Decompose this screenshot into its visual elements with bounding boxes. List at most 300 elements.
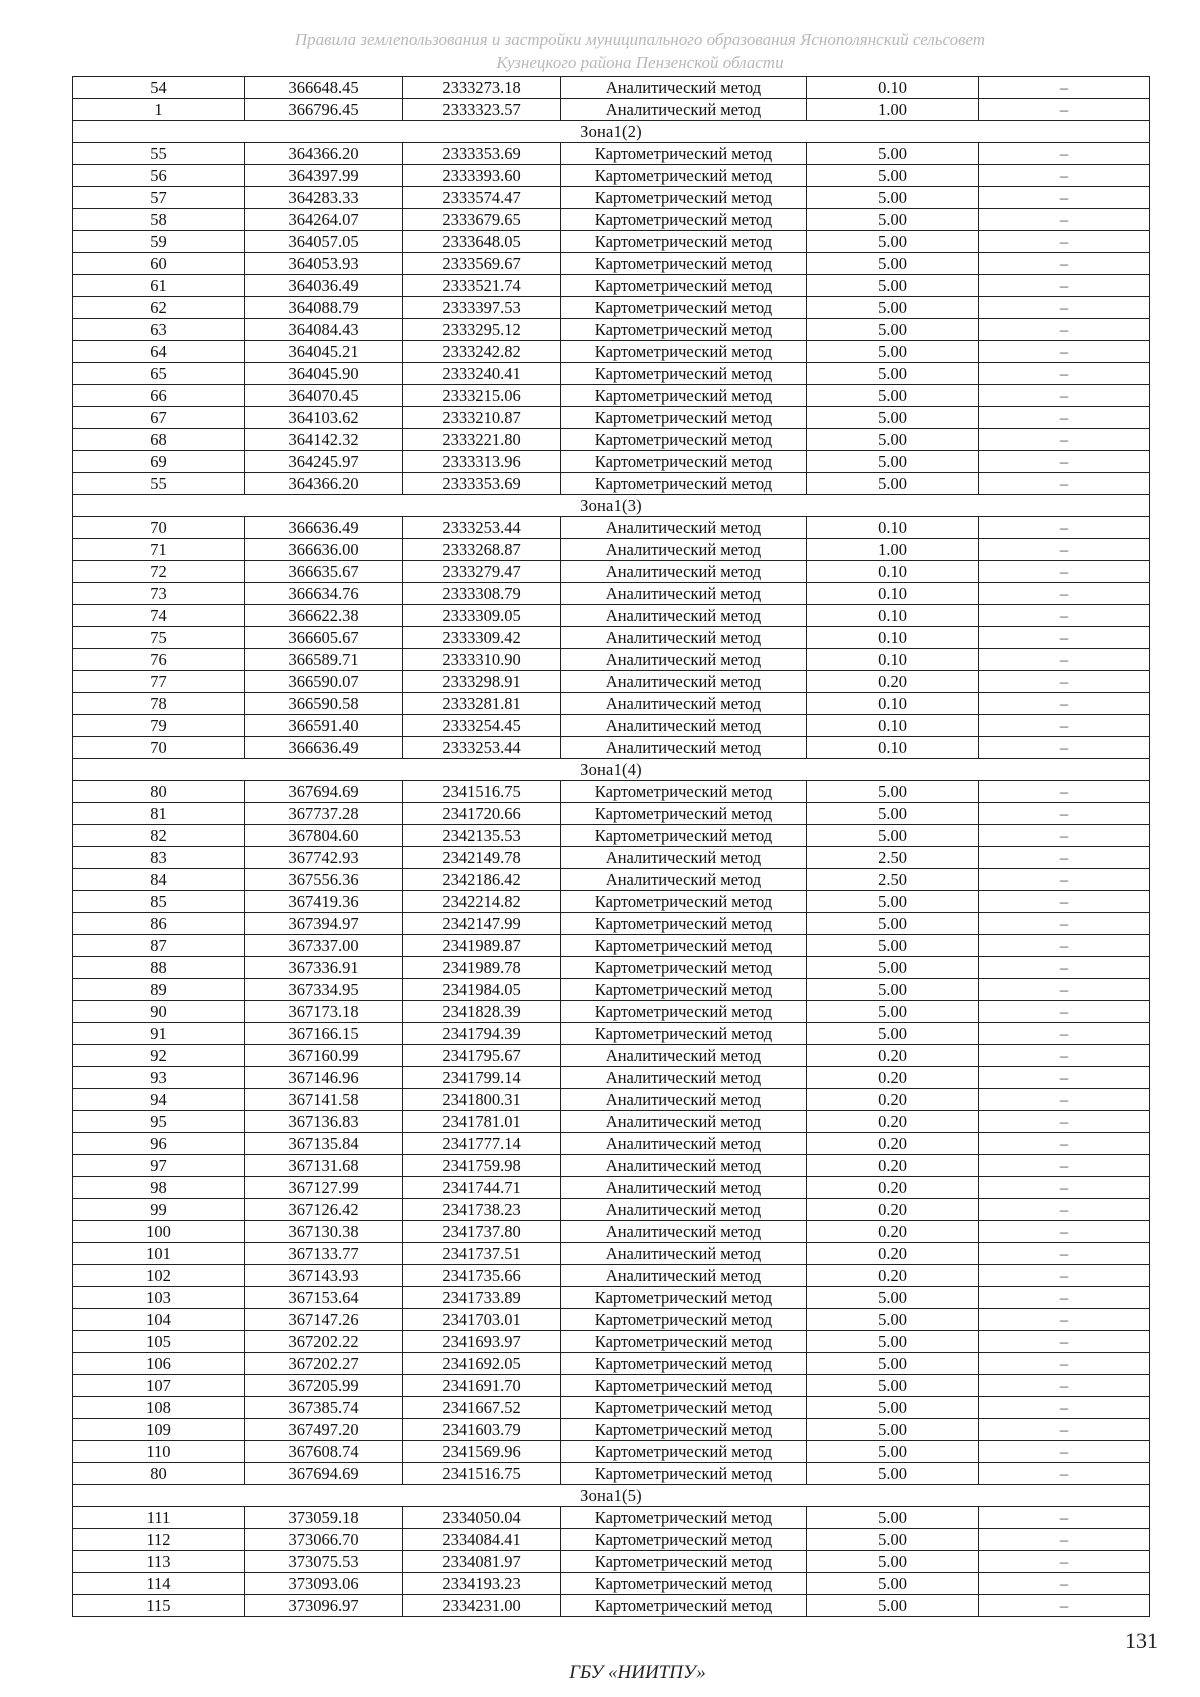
y-coordinate-cell: 2341799.14 bbox=[403, 1067, 561, 1089]
accuracy-cell: 5.00 bbox=[807, 935, 979, 957]
method-cell: Картометрический метод bbox=[561, 1551, 807, 1573]
zone-header-row bbox=[73, 495, 1150, 517]
table-row bbox=[73, 473, 1150, 495]
header-line-1: Правила землепользования и застройки муниципального образования Яснополянский сельсовет bbox=[294, 30, 986, 49]
zone-header-row bbox=[73, 121, 1150, 143]
point-number-cell: 109 bbox=[73, 1419, 245, 1441]
x-coordinate-cell: 367336.91 bbox=[245, 957, 403, 979]
accuracy-cell: 5.00 bbox=[807, 1353, 979, 1375]
y-coordinate-cell: 2341989.78 bbox=[403, 957, 561, 979]
x-coordinate-cell: 364070.45 bbox=[245, 385, 403, 407]
y-coordinate-cell: 2333279.47 bbox=[403, 561, 561, 583]
x-coordinate-cell: 367173.18 bbox=[245, 1001, 403, 1023]
method-cell: Картометрический метод bbox=[561, 1441, 807, 1463]
zone-label: Зона1(3) bbox=[73, 495, 1150, 517]
note-cell: – bbox=[979, 275, 1150, 297]
note-cell: – bbox=[979, 1441, 1150, 1463]
method-cell: Картометрический метод bbox=[561, 341, 807, 363]
table-row bbox=[73, 1133, 1150, 1155]
y-coordinate-cell: 2341720.66 bbox=[403, 803, 561, 825]
table-row bbox=[73, 1045, 1150, 1067]
point-number-cell: 93 bbox=[73, 1067, 245, 1089]
x-coordinate-cell: 367737.28 bbox=[245, 803, 403, 825]
y-coordinate-cell: 2341693.97 bbox=[403, 1331, 561, 1353]
method-cell: Картометрический метод bbox=[561, 1353, 807, 1375]
x-coordinate-cell: 367126.42 bbox=[245, 1199, 403, 1221]
note-cell: – bbox=[979, 627, 1150, 649]
point-number-cell: 101 bbox=[73, 1243, 245, 1265]
method-cell: Картометрический метод bbox=[561, 935, 807, 957]
accuracy-cell: 5.00 bbox=[807, 1309, 979, 1331]
y-coordinate-cell: 2342186.42 bbox=[403, 869, 561, 891]
note-cell: – bbox=[979, 165, 1150, 187]
accuracy-cell: 5.00 bbox=[807, 1595, 979, 1617]
table-row bbox=[73, 99, 1150, 121]
accuracy-cell: 0.10 bbox=[807, 715, 979, 737]
method-cell: Аналитический метод bbox=[561, 649, 807, 671]
note-cell: – bbox=[979, 363, 1150, 385]
table-row bbox=[73, 1353, 1150, 1375]
table-row bbox=[73, 693, 1150, 715]
point-number-cell: 1 bbox=[73, 99, 245, 121]
point-number-cell: 108 bbox=[73, 1397, 245, 1419]
note-cell: – bbox=[979, 1089, 1150, 1111]
accuracy-cell: 0.20 bbox=[807, 671, 979, 693]
accuracy-cell: 5.00 bbox=[807, 1287, 979, 1309]
method-cell: Аналитический метод bbox=[561, 1111, 807, 1133]
x-coordinate-cell: 366590.58 bbox=[245, 693, 403, 715]
x-coordinate-cell: 367160.99 bbox=[245, 1045, 403, 1067]
note-cell: – bbox=[979, 429, 1150, 451]
method-cell: Аналитический метод bbox=[561, 77, 807, 99]
table-row bbox=[73, 1199, 1150, 1221]
point-number-cell: 77 bbox=[73, 671, 245, 693]
point-number-cell: 69 bbox=[73, 451, 245, 473]
x-coordinate-cell: 367135.84 bbox=[245, 1133, 403, 1155]
table-row bbox=[73, 539, 1150, 561]
method-cell: Картометрический метод bbox=[561, 825, 807, 847]
y-coordinate-cell: 2334050.04 bbox=[403, 1507, 561, 1529]
accuracy-cell: 5.00 bbox=[807, 891, 979, 913]
accuracy-cell: 2.50 bbox=[807, 869, 979, 891]
y-coordinate-cell: 2334081.97 bbox=[403, 1551, 561, 1573]
table-row bbox=[73, 1023, 1150, 1045]
y-coordinate-cell: 2341516.75 bbox=[403, 1463, 561, 1485]
method-cell: Картометрический метод bbox=[561, 209, 807, 231]
table-row bbox=[73, 341, 1150, 363]
y-coordinate-cell: 2333240.41 bbox=[403, 363, 561, 385]
x-coordinate-cell: 366634.76 bbox=[245, 583, 403, 605]
accuracy-cell: 5.00 bbox=[807, 165, 979, 187]
method-cell: Аналитический метод bbox=[561, 869, 807, 891]
note-cell: – bbox=[979, 1507, 1150, 1529]
method-cell: Картометрический метод bbox=[561, 319, 807, 341]
x-coordinate-cell: 364045.21 bbox=[245, 341, 403, 363]
note-cell: – bbox=[979, 319, 1150, 341]
note-cell: – bbox=[979, 913, 1150, 935]
table-row bbox=[73, 1375, 1150, 1397]
y-coordinate-cell: 2333679.65 bbox=[403, 209, 561, 231]
method-cell: Картометрический метод bbox=[561, 1287, 807, 1309]
x-coordinate-cell: 373066.70 bbox=[245, 1529, 403, 1551]
y-coordinate-cell: 2333353.69 bbox=[403, 473, 561, 495]
accuracy-cell: 5.00 bbox=[807, 385, 979, 407]
point-number-cell: 74 bbox=[73, 605, 245, 627]
method-cell: Картометрический метод bbox=[561, 297, 807, 319]
method-cell: Картометрический метод bbox=[561, 1397, 807, 1419]
y-coordinate-cell: 2333210.87 bbox=[403, 407, 561, 429]
point-number-cell: 57 bbox=[73, 187, 245, 209]
note-cell: – bbox=[979, 407, 1150, 429]
method-cell: Картометрический метод bbox=[561, 1419, 807, 1441]
note-cell: – bbox=[979, 649, 1150, 671]
table-row bbox=[73, 1419, 1150, 1441]
note-cell: – bbox=[979, 1243, 1150, 1265]
note-cell: – bbox=[979, 605, 1150, 627]
table-row bbox=[73, 429, 1150, 451]
y-coordinate-cell: 2333393.60 bbox=[403, 165, 561, 187]
point-number-cell: 88 bbox=[73, 957, 245, 979]
point-number-cell: 70 bbox=[73, 737, 245, 759]
y-coordinate-cell: 2341735.66 bbox=[403, 1265, 561, 1287]
method-cell: Картометрический метод bbox=[561, 473, 807, 495]
accuracy-cell: 5.00 bbox=[807, 407, 979, 429]
accuracy-cell: 0.20 bbox=[807, 1111, 979, 1133]
method-cell: Картометрический метод bbox=[561, 429, 807, 451]
method-cell: Картометрический метод bbox=[561, 781, 807, 803]
note-cell: – bbox=[979, 847, 1150, 869]
method-cell: Картометрический метод bbox=[561, 231, 807, 253]
x-coordinate-cell: 367334.95 bbox=[245, 979, 403, 1001]
note-cell: – bbox=[979, 671, 1150, 693]
accuracy-cell: 5.00 bbox=[807, 341, 979, 363]
accuracy-cell: 0.20 bbox=[807, 1089, 979, 1111]
y-coordinate-cell: 2341738.23 bbox=[403, 1199, 561, 1221]
note-cell: – bbox=[979, 187, 1150, 209]
note-cell: – bbox=[979, 1375, 1150, 1397]
accuracy-cell: 5.00 bbox=[807, 363, 979, 385]
x-coordinate-cell: 367394.97 bbox=[245, 913, 403, 935]
y-coordinate-cell: 2341989.87 bbox=[403, 935, 561, 957]
y-coordinate-cell: 2341667.52 bbox=[403, 1397, 561, 1419]
y-coordinate-cell: 2342214.82 bbox=[403, 891, 561, 913]
table-row bbox=[73, 385, 1150, 407]
x-coordinate-cell: 367133.77 bbox=[245, 1243, 403, 1265]
accuracy-cell: 5.00 bbox=[807, 1573, 979, 1595]
note-cell: – bbox=[979, 781, 1150, 803]
table-row bbox=[73, 847, 1150, 869]
accuracy-cell: 5.00 bbox=[807, 825, 979, 847]
point-number-cell: 70 bbox=[73, 517, 245, 539]
y-coordinate-cell: 2341603.79 bbox=[403, 1419, 561, 1441]
table-row bbox=[73, 1507, 1150, 1529]
accuracy-cell: 5.00 bbox=[807, 253, 979, 275]
x-coordinate-cell: 364366.20 bbox=[245, 473, 403, 495]
note-cell: – bbox=[979, 539, 1150, 561]
point-number-cell: 99 bbox=[73, 1199, 245, 1221]
accuracy-cell: 5.00 bbox=[807, 451, 979, 473]
x-coordinate-cell: 366636.49 bbox=[245, 737, 403, 759]
method-cell: Аналитический метод bbox=[561, 1155, 807, 1177]
method-cell: Картометрический метод bbox=[561, 451, 807, 473]
point-number-cell: 95 bbox=[73, 1111, 245, 1133]
accuracy-cell: 5.00 bbox=[807, 275, 979, 297]
accuracy-cell: 0.10 bbox=[807, 517, 979, 539]
note-cell: – bbox=[979, 979, 1150, 1001]
y-coordinate-cell: 2333273.18 bbox=[403, 77, 561, 99]
method-cell: Аналитический метод bbox=[561, 1045, 807, 1067]
note-cell: – bbox=[979, 1045, 1150, 1067]
point-number-cell: 97 bbox=[73, 1155, 245, 1177]
method-cell: Картометрический метод bbox=[561, 1331, 807, 1353]
table-row bbox=[73, 297, 1150, 319]
note-cell: – bbox=[979, 825, 1150, 847]
y-coordinate-cell: 2341795.67 bbox=[403, 1045, 561, 1067]
method-cell: Картометрический метод bbox=[561, 1023, 807, 1045]
x-coordinate-cell: 373059.18 bbox=[245, 1507, 403, 1529]
note-cell: – bbox=[979, 869, 1150, 891]
note-cell: – bbox=[979, 1551, 1150, 1573]
point-number-cell: 91 bbox=[73, 1023, 245, 1045]
method-cell: Картометрический метод bbox=[561, 165, 807, 187]
note-cell: – bbox=[979, 143, 1150, 165]
accuracy-cell: 5.00 bbox=[807, 187, 979, 209]
table-row bbox=[73, 1309, 1150, 1331]
note-cell: – bbox=[979, 1199, 1150, 1221]
x-coordinate-cell: 364142.32 bbox=[245, 429, 403, 451]
x-coordinate-cell: 367153.64 bbox=[245, 1287, 403, 1309]
x-coordinate-cell: 364264.07 bbox=[245, 209, 403, 231]
note-cell: – bbox=[979, 99, 1150, 121]
y-coordinate-cell: 2333521.74 bbox=[403, 275, 561, 297]
point-number-cell: 78 bbox=[73, 693, 245, 715]
table-row bbox=[73, 1177, 1150, 1199]
method-cell: Аналитический метод bbox=[561, 1243, 807, 1265]
point-number-cell: 111 bbox=[73, 1507, 245, 1529]
table-row bbox=[73, 781, 1150, 803]
accuracy-cell: 0.20 bbox=[807, 1133, 979, 1155]
x-coordinate-cell: 364053.93 bbox=[245, 253, 403, 275]
accuracy-cell: 0.10 bbox=[807, 627, 979, 649]
y-coordinate-cell: 2333323.57 bbox=[403, 99, 561, 121]
note-cell: – bbox=[979, 517, 1150, 539]
note-cell: – bbox=[979, 1111, 1150, 1133]
table-row bbox=[73, 803, 1150, 825]
point-number-cell: 67 bbox=[73, 407, 245, 429]
note-cell: – bbox=[979, 1419, 1150, 1441]
note-cell: – bbox=[979, 1155, 1150, 1177]
method-cell: Аналитический метод bbox=[561, 1067, 807, 1089]
x-coordinate-cell: 367804.60 bbox=[245, 825, 403, 847]
method-cell: Картометрический метод bbox=[561, 1573, 807, 1595]
method-cell: Картометрический метод bbox=[561, 253, 807, 275]
note-cell: – bbox=[979, 1133, 1150, 1155]
table-row bbox=[73, 1067, 1150, 1089]
method-cell: Аналитический метод bbox=[561, 1177, 807, 1199]
x-coordinate-cell: 367742.93 bbox=[245, 847, 403, 869]
note-cell: – bbox=[979, 737, 1150, 759]
table-row bbox=[73, 891, 1150, 913]
point-number-cell: 98 bbox=[73, 1177, 245, 1199]
table-row bbox=[73, 1287, 1150, 1309]
y-coordinate-cell: 2342147.99 bbox=[403, 913, 561, 935]
accuracy-cell: 0.20 bbox=[807, 1265, 979, 1287]
point-number-cell: 106 bbox=[73, 1353, 245, 1375]
point-number-cell: 105 bbox=[73, 1331, 245, 1353]
note-cell: – bbox=[979, 1331, 1150, 1353]
table-row bbox=[73, 451, 1150, 473]
table-row bbox=[73, 253, 1150, 275]
x-coordinate-cell: 367694.69 bbox=[245, 781, 403, 803]
zone-header-row bbox=[73, 1485, 1150, 1507]
point-number-cell: 83 bbox=[73, 847, 245, 869]
point-number-cell: 72 bbox=[73, 561, 245, 583]
table-row bbox=[73, 209, 1150, 231]
accuracy-cell: 0.20 bbox=[807, 1177, 979, 1199]
y-coordinate-cell: 2333308.79 bbox=[403, 583, 561, 605]
x-coordinate-cell: 367202.27 bbox=[245, 1353, 403, 1375]
x-coordinate-cell: 367497.20 bbox=[245, 1419, 403, 1441]
method-cell: Картометрический метод bbox=[561, 385, 807, 407]
point-number-cell: 54 bbox=[73, 77, 245, 99]
method-cell: Аналитический метод bbox=[561, 1199, 807, 1221]
accuracy-cell: 1.00 bbox=[807, 539, 979, 561]
method-cell: Картометрический метод bbox=[561, 891, 807, 913]
table-row bbox=[73, 561, 1150, 583]
x-coordinate-cell: 366636.49 bbox=[245, 517, 403, 539]
accuracy-cell: 5.00 bbox=[807, 209, 979, 231]
y-coordinate-cell: 2341800.31 bbox=[403, 1089, 561, 1111]
note-cell: – bbox=[979, 1287, 1150, 1309]
note-cell: – bbox=[979, 1573, 1150, 1595]
accuracy-cell: 5.00 bbox=[807, 319, 979, 341]
table-row bbox=[73, 275, 1150, 297]
accuracy-cell: 0.20 bbox=[807, 1221, 979, 1243]
table-row bbox=[73, 319, 1150, 341]
accuracy-cell: 5.00 bbox=[807, 1441, 979, 1463]
table-row bbox=[73, 1111, 1150, 1133]
note-cell: – bbox=[979, 583, 1150, 605]
accuracy-cell: 5.00 bbox=[807, 473, 979, 495]
y-coordinate-cell: 2333215.06 bbox=[403, 385, 561, 407]
point-number-cell: 76 bbox=[73, 649, 245, 671]
x-coordinate-cell: 367136.83 bbox=[245, 1111, 403, 1133]
y-coordinate-cell: 2341703.01 bbox=[403, 1309, 561, 1331]
table-row bbox=[73, 1221, 1150, 1243]
method-cell: Картометрический метод bbox=[561, 1595, 807, 1617]
y-coordinate-cell: 2333569.67 bbox=[403, 253, 561, 275]
x-coordinate-cell: 364245.97 bbox=[245, 451, 403, 473]
x-coordinate-cell: 367141.58 bbox=[245, 1089, 403, 1111]
y-coordinate-cell: 2333254.45 bbox=[403, 715, 561, 737]
point-number-cell: 89 bbox=[73, 979, 245, 1001]
note-cell: – bbox=[979, 451, 1150, 473]
method-cell: Картометрический метод bbox=[561, 275, 807, 297]
accuracy-cell: 5.00 bbox=[807, 143, 979, 165]
y-coordinate-cell: 2333295.12 bbox=[403, 319, 561, 341]
x-coordinate-cell: 366590.07 bbox=[245, 671, 403, 693]
table-row bbox=[73, 627, 1150, 649]
table-row bbox=[73, 715, 1150, 737]
accuracy-cell: 5.00 bbox=[807, 1551, 979, 1573]
table-row bbox=[73, 1265, 1150, 1287]
note-cell: – bbox=[979, 253, 1150, 275]
point-number-cell: 63 bbox=[73, 319, 245, 341]
y-coordinate-cell: 2341984.05 bbox=[403, 979, 561, 1001]
accuracy-cell: 0.20 bbox=[807, 1067, 979, 1089]
y-coordinate-cell: 2334084.41 bbox=[403, 1529, 561, 1551]
x-coordinate-cell: 367131.68 bbox=[245, 1155, 403, 1177]
method-cell: Картометрический метод bbox=[561, 1375, 807, 1397]
note-cell: – bbox=[979, 473, 1150, 495]
header-line-2: Кузнецкого района Пензенской области bbox=[496, 53, 784, 72]
x-coordinate-cell: 367166.15 bbox=[245, 1023, 403, 1045]
table-row bbox=[73, 1089, 1150, 1111]
x-coordinate-cell: 373096.97 bbox=[245, 1595, 403, 1617]
y-coordinate-cell: 2341569.96 bbox=[403, 1441, 561, 1463]
point-number-cell: 80 bbox=[73, 781, 245, 803]
table-row bbox=[73, 869, 1150, 891]
x-coordinate-cell: 364088.79 bbox=[245, 297, 403, 319]
table-row bbox=[73, 583, 1150, 605]
table-row bbox=[73, 825, 1150, 847]
y-coordinate-cell: 2341692.05 bbox=[403, 1353, 561, 1375]
method-cell: Картометрический метод bbox=[561, 1507, 807, 1529]
accuracy-cell: 0.10 bbox=[807, 693, 979, 715]
accuracy-cell: 0.10 bbox=[807, 561, 979, 583]
method-cell: Картометрический метод bbox=[561, 407, 807, 429]
table-row bbox=[73, 1397, 1150, 1419]
table-row bbox=[73, 1463, 1150, 1485]
method-cell: Аналитический метод bbox=[561, 539, 807, 561]
point-number-cell: 61 bbox=[73, 275, 245, 297]
note-cell: – bbox=[979, 341, 1150, 363]
accuracy-cell: 5.00 bbox=[807, 429, 979, 451]
method-cell: Картометрический метод bbox=[561, 979, 807, 1001]
table-row bbox=[73, 363, 1150, 385]
y-coordinate-cell: 2333253.44 bbox=[403, 737, 561, 759]
method-cell: Картометрический метод bbox=[561, 1463, 807, 1485]
y-coordinate-cell: 2342149.78 bbox=[403, 847, 561, 869]
table-row bbox=[73, 1573, 1150, 1595]
accuracy-cell: 5.00 bbox=[807, 231, 979, 253]
y-coordinate-cell: 2334193.23 bbox=[403, 1573, 561, 1595]
x-coordinate-cell: 373093.06 bbox=[245, 1573, 403, 1595]
x-coordinate-cell: 367608.74 bbox=[245, 1441, 403, 1463]
x-coordinate-cell: 364045.90 bbox=[245, 363, 403, 385]
method-cell: Аналитический метод bbox=[561, 693, 807, 715]
y-coordinate-cell: 2341737.80 bbox=[403, 1221, 561, 1243]
method-cell: Аналитический метод bbox=[561, 561, 807, 583]
y-coordinate-cell: 2333397.53 bbox=[403, 297, 561, 319]
method-cell: Аналитический метод bbox=[561, 583, 807, 605]
point-number-cell: 58 bbox=[73, 209, 245, 231]
point-number-cell: 92 bbox=[73, 1045, 245, 1067]
y-coordinate-cell: 2341781.01 bbox=[403, 1111, 561, 1133]
x-coordinate-cell: 367337.00 bbox=[245, 935, 403, 957]
y-coordinate-cell: 2333648.05 bbox=[403, 231, 561, 253]
x-coordinate-cell: 367147.26 bbox=[245, 1309, 403, 1331]
note-cell: – bbox=[979, 715, 1150, 737]
table-row bbox=[73, 935, 1150, 957]
y-coordinate-cell: 2333221.80 bbox=[403, 429, 561, 451]
page-number: 131 bbox=[1125, 1628, 1158, 1653]
x-coordinate-cell: 366636.00 bbox=[245, 539, 403, 561]
y-coordinate-cell: 2341516.75 bbox=[403, 781, 561, 803]
x-coordinate-cell: 367202.22 bbox=[245, 1331, 403, 1353]
x-coordinate-cell: 367143.93 bbox=[245, 1265, 403, 1287]
table-row bbox=[73, 737, 1150, 759]
